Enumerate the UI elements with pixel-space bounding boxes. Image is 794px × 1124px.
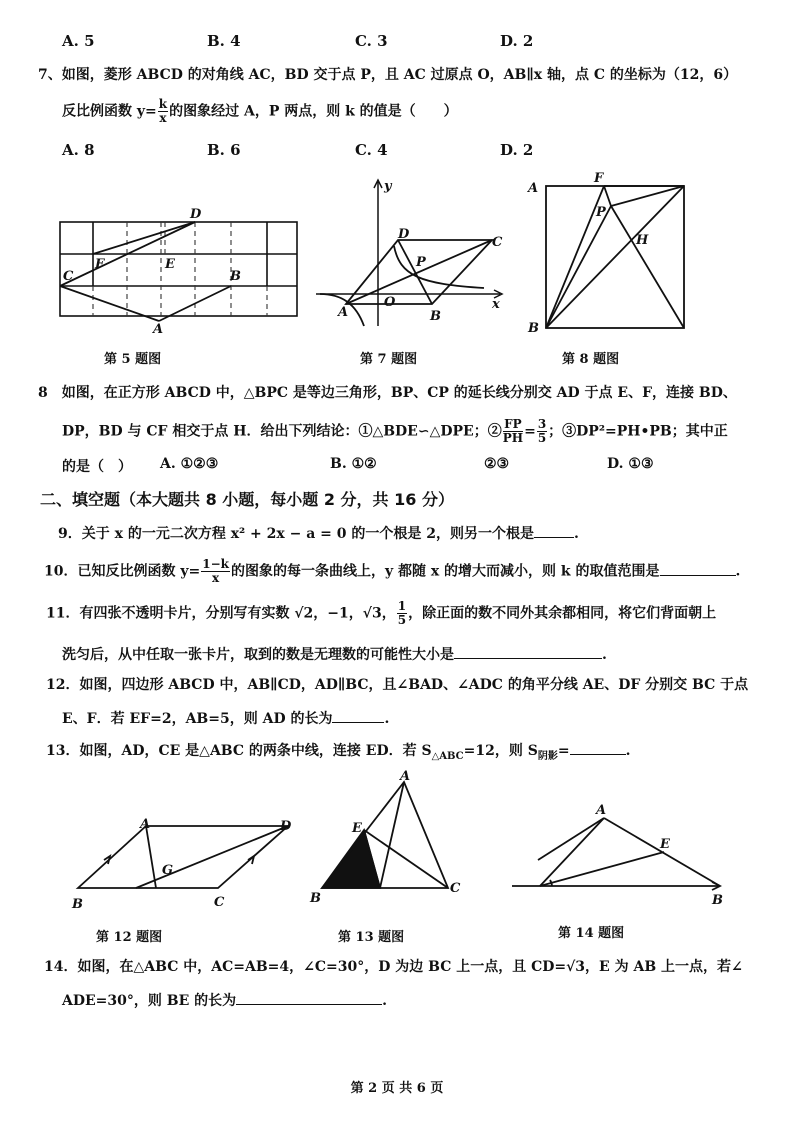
- q7-fraction: $\frac{k}{x}$: [158, 97, 168, 125]
- q9-question: 9．关于 x 的一元二次方程 x² + 2x − a = 0 的一个根是 2，则另一个根是: [58, 526, 535, 542]
- q6-option-c: C. 3: [355, 32, 388, 50]
- q10-fraction: $\frac{1-k}{x}$: [202, 557, 229, 585]
- f12-label-c: C: [214, 895, 225, 910]
- f7-label-d: D: [398, 227, 410, 242]
- q10-blank[interactable]: [660, 575, 736, 576]
- caption-q12: 第 12 题图: [96, 930, 163, 945]
- q13-text-pre: 13．如图，AD，CE 是△ABC 的两条中线，连接 ED．若 S: [46, 743, 432, 759]
- q14-line-1: 14．如图，在△ABC 中，AC=AB=4，∠C=30°，D 为边 BC 上一点，且 CD=√3，E 为 AB 上一点，若∠: [44, 959, 743, 975]
- f7-label-b: B: [430, 309, 441, 324]
- q13-text: 13．如图，AD，CE 是△ABC 的两条中线，连接 ED．若 $S_{\triangle ABC}=12$，则 $S_{阴影}=$ .: [46, 743, 631, 762]
- page-footer: 第 2 页 共 6 页: [350, 1081, 444, 1096]
- q11-question: 洗匀后，从中任取一张卡片，取到的数是无理数的可能性大小是: [62, 647, 454, 663]
- q9-blank[interactable]: [534, 537, 574, 538]
- f5-label-c: C: [63, 269, 74, 284]
- f5-label-e: E: [165, 257, 175, 272]
- figure-q7: [312, 176, 512, 336]
- f7-label-o: O: [384, 295, 396, 310]
- q12-blank[interactable]: [332, 722, 384, 723]
- q13-blank[interactable]: [570, 754, 626, 755]
- f12-label-a: A: [140, 817, 151, 832]
- q7-option-c: C. 4: [355, 141, 388, 159]
- f14-label-a: A: [596, 803, 607, 818]
- q14-line-2: ADE=30°，则 BE 的长为 .: [62, 993, 388, 1009]
- q14-blank[interactable]: [236, 1004, 382, 1005]
- q8-text-pre: DP，BD 与 CF 相交于点 H．给出下列结论：①△BDE∽△DPE；②: [62, 423, 502, 440]
- f8-label-p: P: [596, 205, 606, 220]
- q13-text-post: =: [557, 743, 570, 759]
- q12-question: E、F．若 EF=2，AB=5，则 AD 的长为: [62, 711, 333, 727]
- f5-label-f: F: [95, 257, 105, 272]
- q7-text-pre: 反比例函数 y=: [62, 103, 157, 120]
- figure-q14: [508, 802, 738, 912]
- f5-label-b: B: [230, 269, 241, 284]
- q8-option-c: ②③: [484, 456, 510, 472]
- f13-label-a: A: [400, 770, 411, 784]
- q11-line-2: 洗匀后，从中任取一张卡片，取到的数是无理数的可能性大小是 .: [62, 647, 607, 663]
- f13-label-c: C: [450, 881, 461, 896]
- q8-equals: =: [524, 423, 536, 440]
- f12-label-b: B: [72, 897, 83, 912]
- caption-q8: 第 8 题图: [562, 352, 620, 367]
- q12-line-1: 12．如图，四边形 ABCD 中，AB∥CD，AD∥BC，且∠BAD、∠ADC 的角平分线 AE、DF 分别交 BC 于点: [46, 677, 749, 693]
- f5-label-a: A: [153, 322, 164, 337]
- q8-fraction-value: $\frac{3}{5}$: [537, 417, 547, 445]
- figure-q8: [522, 172, 702, 332]
- figure-q5: [55, 200, 305, 350]
- q13-text-mid: =12，则 S: [463, 743, 538, 759]
- q9-text: 9．关于 x 的一元二次方程 x² + 2x − a = 0 的一个根是 2，则另一个根是 .: [58, 526, 579, 542]
- f13-label-e: E: [352, 821, 362, 836]
- q8-line-2: [62, 418, 728, 445]
- q8-text-post: ；③DP²=PH•PB；其中正: [548, 423, 728, 440]
- q10-text-post: 的图象的每一条曲线上，y 都随 x 的增大而减小，则 k 的取值范围是: [230, 563, 660, 580]
- f8-label-a: A: [528, 181, 539, 196]
- q6-option-d: D. 2: [500, 32, 534, 50]
- q10-text: 10．已知反比例函数 y= $\frac{1-k}{x}$ 的图象的每一条曲线上，y 都随 x 的增大而减小，则 k 的取值范围是 .: [44, 557, 741, 585]
- caption-q7: 第 7 题图: [360, 352, 418, 367]
- caption-q14: 第 14 题图: [558, 926, 625, 941]
- f8-label-h: H: [636, 233, 649, 248]
- f12-label-d: D: [280, 819, 292, 834]
- q10-text-pre: 10．已知反比例函数 y=: [44, 563, 201, 580]
- q6-option-b: B. 4: [207, 32, 241, 50]
- f7-label-y: y: [384, 179, 392, 194]
- q7-line-2: [62, 98, 458, 125]
- q8-fraction-fp-ph: $\frac{FP}{PH}$: [502, 417, 524, 445]
- q11-blank[interactable]: [454, 658, 602, 659]
- f5-label-d: D: [190, 207, 202, 222]
- q7-text-post: 的图象经过 A，P 两点，则 k 的值是（ ）: [169, 103, 458, 120]
- q6-option-a: A. 5: [62, 32, 95, 50]
- caption-q13: 第 13 题图: [338, 930, 405, 945]
- q7-line-1: 7、如图，菱形 ABCD 的对角线 AC，BD 交于点 P，且 AC 过原点 O，AB∥x 轴，点 C 的坐标为（12，6）: [38, 67, 738, 83]
- q11-text-post: ，除正面的数不同外其余都相同，将它们背面朝上: [408, 605, 717, 622]
- q8-line-1: 8 如图，在正方形 ABCD 中，△BPC 是等边三角形，BP、CP 的延长线分别交 AD 于点 E、F，连接 BD、: [38, 385, 737, 401]
- f14-label-e: E: [660, 837, 670, 852]
- f8-label-f: F: [594, 172, 604, 186]
- f13-label-b: B: [310, 891, 321, 906]
- q7-option-d: D. 2: [500, 141, 534, 159]
- f7-label-a: A: [338, 305, 349, 320]
- figure-q12: [68, 816, 308, 916]
- q8-line-3: 的是（ ）: [62, 459, 132, 475]
- f8-label-b: B: [528, 321, 539, 332]
- q8-option-b: B. ①②: [330, 456, 377, 472]
- f14-label-b: B: [712, 893, 723, 908]
- f7-label-c: C: [492, 235, 503, 250]
- q11-line-1: [46, 600, 716, 627]
- f7-label-p: P: [416, 255, 426, 270]
- q7-option-b: B. 6: [207, 141, 241, 159]
- caption-q5: 第 5 题图: [104, 352, 162, 367]
- q12-line-2: E、F．若 EF=2，AB=5，则 AD 的长为 .: [62, 711, 390, 727]
- figure-q13: [308, 770, 468, 910]
- q14-question: ADE=30°，则 BE 的长为: [62, 993, 237, 1009]
- q8-option-a: A. ①②③: [160, 456, 219, 472]
- q13-subscript-abc: △ABC: [431, 750, 464, 762]
- f12-label-g: G: [162, 863, 174, 878]
- q7-option-a: A. 8: [62, 141, 95, 159]
- q11-text-pre: 11．有四张不透明卡片，分别写有实数 √2，−1，√3，: [46, 605, 396, 622]
- q13-subscript-shaded: 阴影: [537, 750, 558, 762]
- q8-option-d: D. ①③: [607, 456, 654, 472]
- q11-fraction: $\frac{1}{5}$: [397, 599, 407, 627]
- f7-label-x: x: [492, 297, 500, 312]
- section-2-heading: 二、填空题（本大题共 8 小题，每小题 2 分，共 16 分）: [40, 490, 454, 509]
